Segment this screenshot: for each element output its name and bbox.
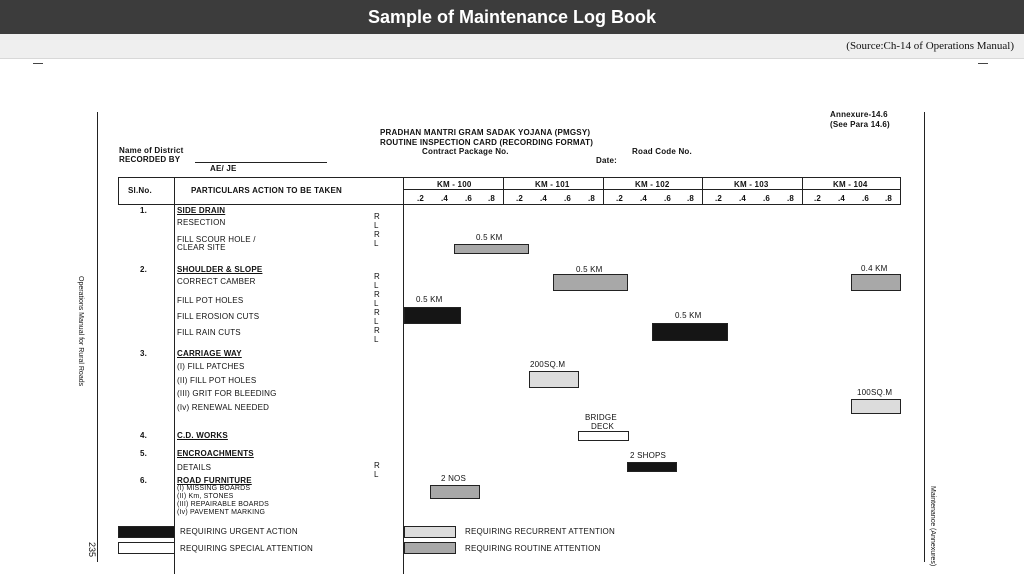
sub-tick: .4 xyxy=(640,194,648,203)
sub-tick: .4 xyxy=(739,194,747,203)
section-title-encroachments: ENCROACHMENTS xyxy=(177,449,254,458)
sub-tick: .8 xyxy=(488,194,496,203)
bar-fill-pot-holes xyxy=(404,307,461,324)
log-book-document xyxy=(0,60,1024,576)
bar-label-side-drain: 0.5 KM xyxy=(476,233,503,242)
item-fill-rain-cuts: FILL RAIN CUTS xyxy=(177,328,241,337)
particulars-divider xyxy=(403,177,404,205)
source-bar xyxy=(0,34,1024,59)
rl-mark: R xyxy=(374,212,380,221)
sub-tick: .8 xyxy=(588,194,596,203)
page-number: 235 xyxy=(87,542,97,558)
sub-tick: .2 xyxy=(616,194,624,203)
sub-tick: .6 xyxy=(763,194,771,203)
rl-mark: R xyxy=(374,290,380,299)
rl-mark: L xyxy=(374,281,379,290)
district-label: Name of District xyxy=(119,146,184,155)
bar-label-deck: DECK xyxy=(591,422,615,431)
item-km-stones: (II) Km, STONES xyxy=(177,493,234,500)
legend-routine: REQUIRING ROUTINE ATTENTION xyxy=(465,544,601,553)
legend-swatch-recurrent xyxy=(404,526,456,538)
legend-swatch-special xyxy=(118,542,175,554)
particulars-header: PARTICULARS ACTION TO BE TAKEN xyxy=(191,186,343,195)
rl-mark: L xyxy=(374,221,379,230)
bar-label-renewal: 100SQ.M xyxy=(857,388,893,397)
sub-tick: .2 xyxy=(715,194,723,203)
item-repairable-boards: (III) REPAIRABLE BOARDS xyxy=(177,501,269,508)
bar-cd-works xyxy=(578,431,629,441)
section-title-carriage-way: CARRIAGE WAY xyxy=(177,349,242,358)
km-header: KM - 104 xyxy=(833,180,868,189)
bar-encroachment xyxy=(627,462,677,472)
item-fill-patches: (I) FILL PATCHES xyxy=(177,362,245,371)
sub-tick: .6 xyxy=(465,194,473,203)
bar-label-pot-holes: 0.5 KM xyxy=(416,295,443,304)
right-margin-line xyxy=(924,112,925,562)
date-label: Date: xyxy=(596,156,618,165)
title-bar xyxy=(0,0,1024,34)
body-particulars-divider xyxy=(403,204,404,574)
km-divider-2 xyxy=(603,177,604,205)
item-clear-site: CLEAR SITE xyxy=(177,243,226,252)
sub-tick: .2 xyxy=(814,194,822,203)
bar-side-drain-fill-scour xyxy=(454,244,529,254)
item-cw-fill-pot-holes: (II) FILL POT HOLES xyxy=(177,376,257,385)
item-correct-camber: CORRECT CAMBER xyxy=(177,277,256,286)
item-fill-erosion-cuts: FILL EROSION CUTS xyxy=(177,312,260,321)
card-title: ROUTINE INSPECTION CARD (RECORDING FORMAT) xyxy=(380,138,594,147)
section-number: 6. xyxy=(140,476,148,485)
source-note: (Source:Ch-14 of Operations Manual) xyxy=(846,40,1014,52)
table-header-bottom-line xyxy=(118,204,901,205)
km-header: KM - 100 xyxy=(437,180,472,189)
sub-tick: .6 xyxy=(664,194,672,203)
left-margin-text: Operations Manual for Rural Roads xyxy=(77,276,84,387)
rl-mark: L xyxy=(374,470,379,479)
bar-renewal-needed xyxy=(851,399,901,414)
legend-swatch-urgent xyxy=(118,526,175,538)
item-pavement-marking: (Iv) PAVEMENT MARKING xyxy=(177,509,266,516)
section-title-road-furniture: ROAD FURNITURE xyxy=(177,476,252,485)
sub-tick: .8 xyxy=(687,194,695,203)
table-left-line xyxy=(118,177,119,205)
ae-je-label: AE/ JE xyxy=(210,164,237,173)
right-margin-text: Maintenance (Annexures) xyxy=(929,486,936,567)
item-fill-pot-holes: FILL POT HOLES xyxy=(177,296,244,305)
rl-mark: R xyxy=(374,308,380,317)
scheme-title: PRADHAN MANTRI GRAM SADAK YOJANA (PMGSY) xyxy=(380,128,591,137)
annexure-label: Annexure-14.6 xyxy=(830,110,888,119)
rl-mark: R xyxy=(374,326,380,335)
rl-mark: R xyxy=(374,272,380,281)
sub-tick: .8 xyxy=(885,194,893,203)
slno-header: Sl.No. xyxy=(128,186,152,195)
rl-mark: L xyxy=(374,239,379,248)
bar-correct-camber xyxy=(553,274,628,291)
km-divider-1 xyxy=(503,177,504,205)
bar-correct-camber-km104 xyxy=(851,274,901,291)
section-title-shoulder-slope: SHOULDER & SLOPE xyxy=(177,265,263,274)
km-header-divider xyxy=(403,189,901,190)
bar-label-patches: 200SQ.M xyxy=(530,360,566,369)
bar-label-camber: 0.5 KM xyxy=(576,265,603,274)
slide-title: Sample of Maintenance Log Book xyxy=(367,7,657,27)
section-number: 4. xyxy=(140,431,148,440)
rl-mark: L xyxy=(374,335,379,344)
sub-tick: .6 xyxy=(862,194,870,203)
contract-package-label: Contract Package No. xyxy=(422,147,509,156)
rl-mark: R xyxy=(374,461,380,470)
item-renewal-needed: (Iv) RENEWAL NEEDED xyxy=(177,403,270,412)
bar-label-road-furniture: 2 NOS xyxy=(441,474,467,483)
km-divider-3 xyxy=(702,177,703,205)
section-number: 5. xyxy=(140,449,148,458)
bar-road-furniture xyxy=(430,485,480,499)
bar-label-camber-km104: 0.4 KM xyxy=(861,264,888,273)
slno-divider xyxy=(174,177,175,205)
sub-tick: .8 xyxy=(787,194,795,203)
sub-tick: .4 xyxy=(838,194,846,203)
road-code-label: Road Code No. xyxy=(632,147,692,156)
section-number: 2. xyxy=(140,265,148,274)
bar-fill-erosion-cuts xyxy=(652,323,728,341)
legend-urgent: REQUIRING URGENT ACTION xyxy=(180,527,298,536)
sub-tick: .4 xyxy=(540,194,548,203)
left-margin-line xyxy=(97,112,98,562)
table-top-line xyxy=(118,177,901,178)
table-right-line xyxy=(900,177,901,205)
section-number: 3. xyxy=(140,349,148,358)
rl-mark: R xyxy=(374,230,380,239)
bar-label-bridge: BRIDGE xyxy=(585,413,617,422)
recorded-by-underline xyxy=(195,162,327,163)
item-resection: RESECTION xyxy=(177,218,226,227)
km-divider-4 xyxy=(802,177,803,205)
section-title-cd-works: C.D. WORKS xyxy=(177,431,228,440)
legend-recurrent: REQUIRING RECURRENT ATTENTION xyxy=(465,527,615,536)
item-details: DETAILS xyxy=(177,463,212,472)
km-header: KM - 103 xyxy=(734,180,769,189)
recorded-by-label: RECORDED BY xyxy=(119,155,181,164)
sub-tick: .6 xyxy=(564,194,572,203)
see-para-label: (See Para 14.6) xyxy=(830,120,890,129)
bar-label-encroachment: 2 SHOPS xyxy=(630,451,667,460)
section-title-side-drain: SIDE DRAIN xyxy=(177,206,226,215)
sub-tick: .4 xyxy=(441,194,449,203)
sub-tick: .2 xyxy=(417,194,425,203)
bar-fill-patches xyxy=(529,371,579,388)
section-number: 1. xyxy=(140,206,148,215)
legend-special: REQUIRING SPECIAL ATTENTION xyxy=(180,544,313,553)
item-grit-for-bleeding: (III) GRIT FOR BLEEDING xyxy=(177,389,277,398)
km-header: KM - 101 xyxy=(535,180,570,189)
rl-mark: L xyxy=(374,299,379,308)
item-fill-scour-hole: FILL SCOUR HOLE / xyxy=(177,235,256,244)
sub-tick: .2 xyxy=(516,194,524,203)
legend-swatch-routine xyxy=(404,542,456,554)
rl-mark: L xyxy=(374,317,379,326)
item-missing-boards: (I) MISSING BOARDS xyxy=(177,485,251,492)
km-header: KM - 102 xyxy=(635,180,670,189)
bar-label-erosion: 0.5 KM xyxy=(675,311,702,320)
body-slno-divider xyxy=(174,204,175,574)
